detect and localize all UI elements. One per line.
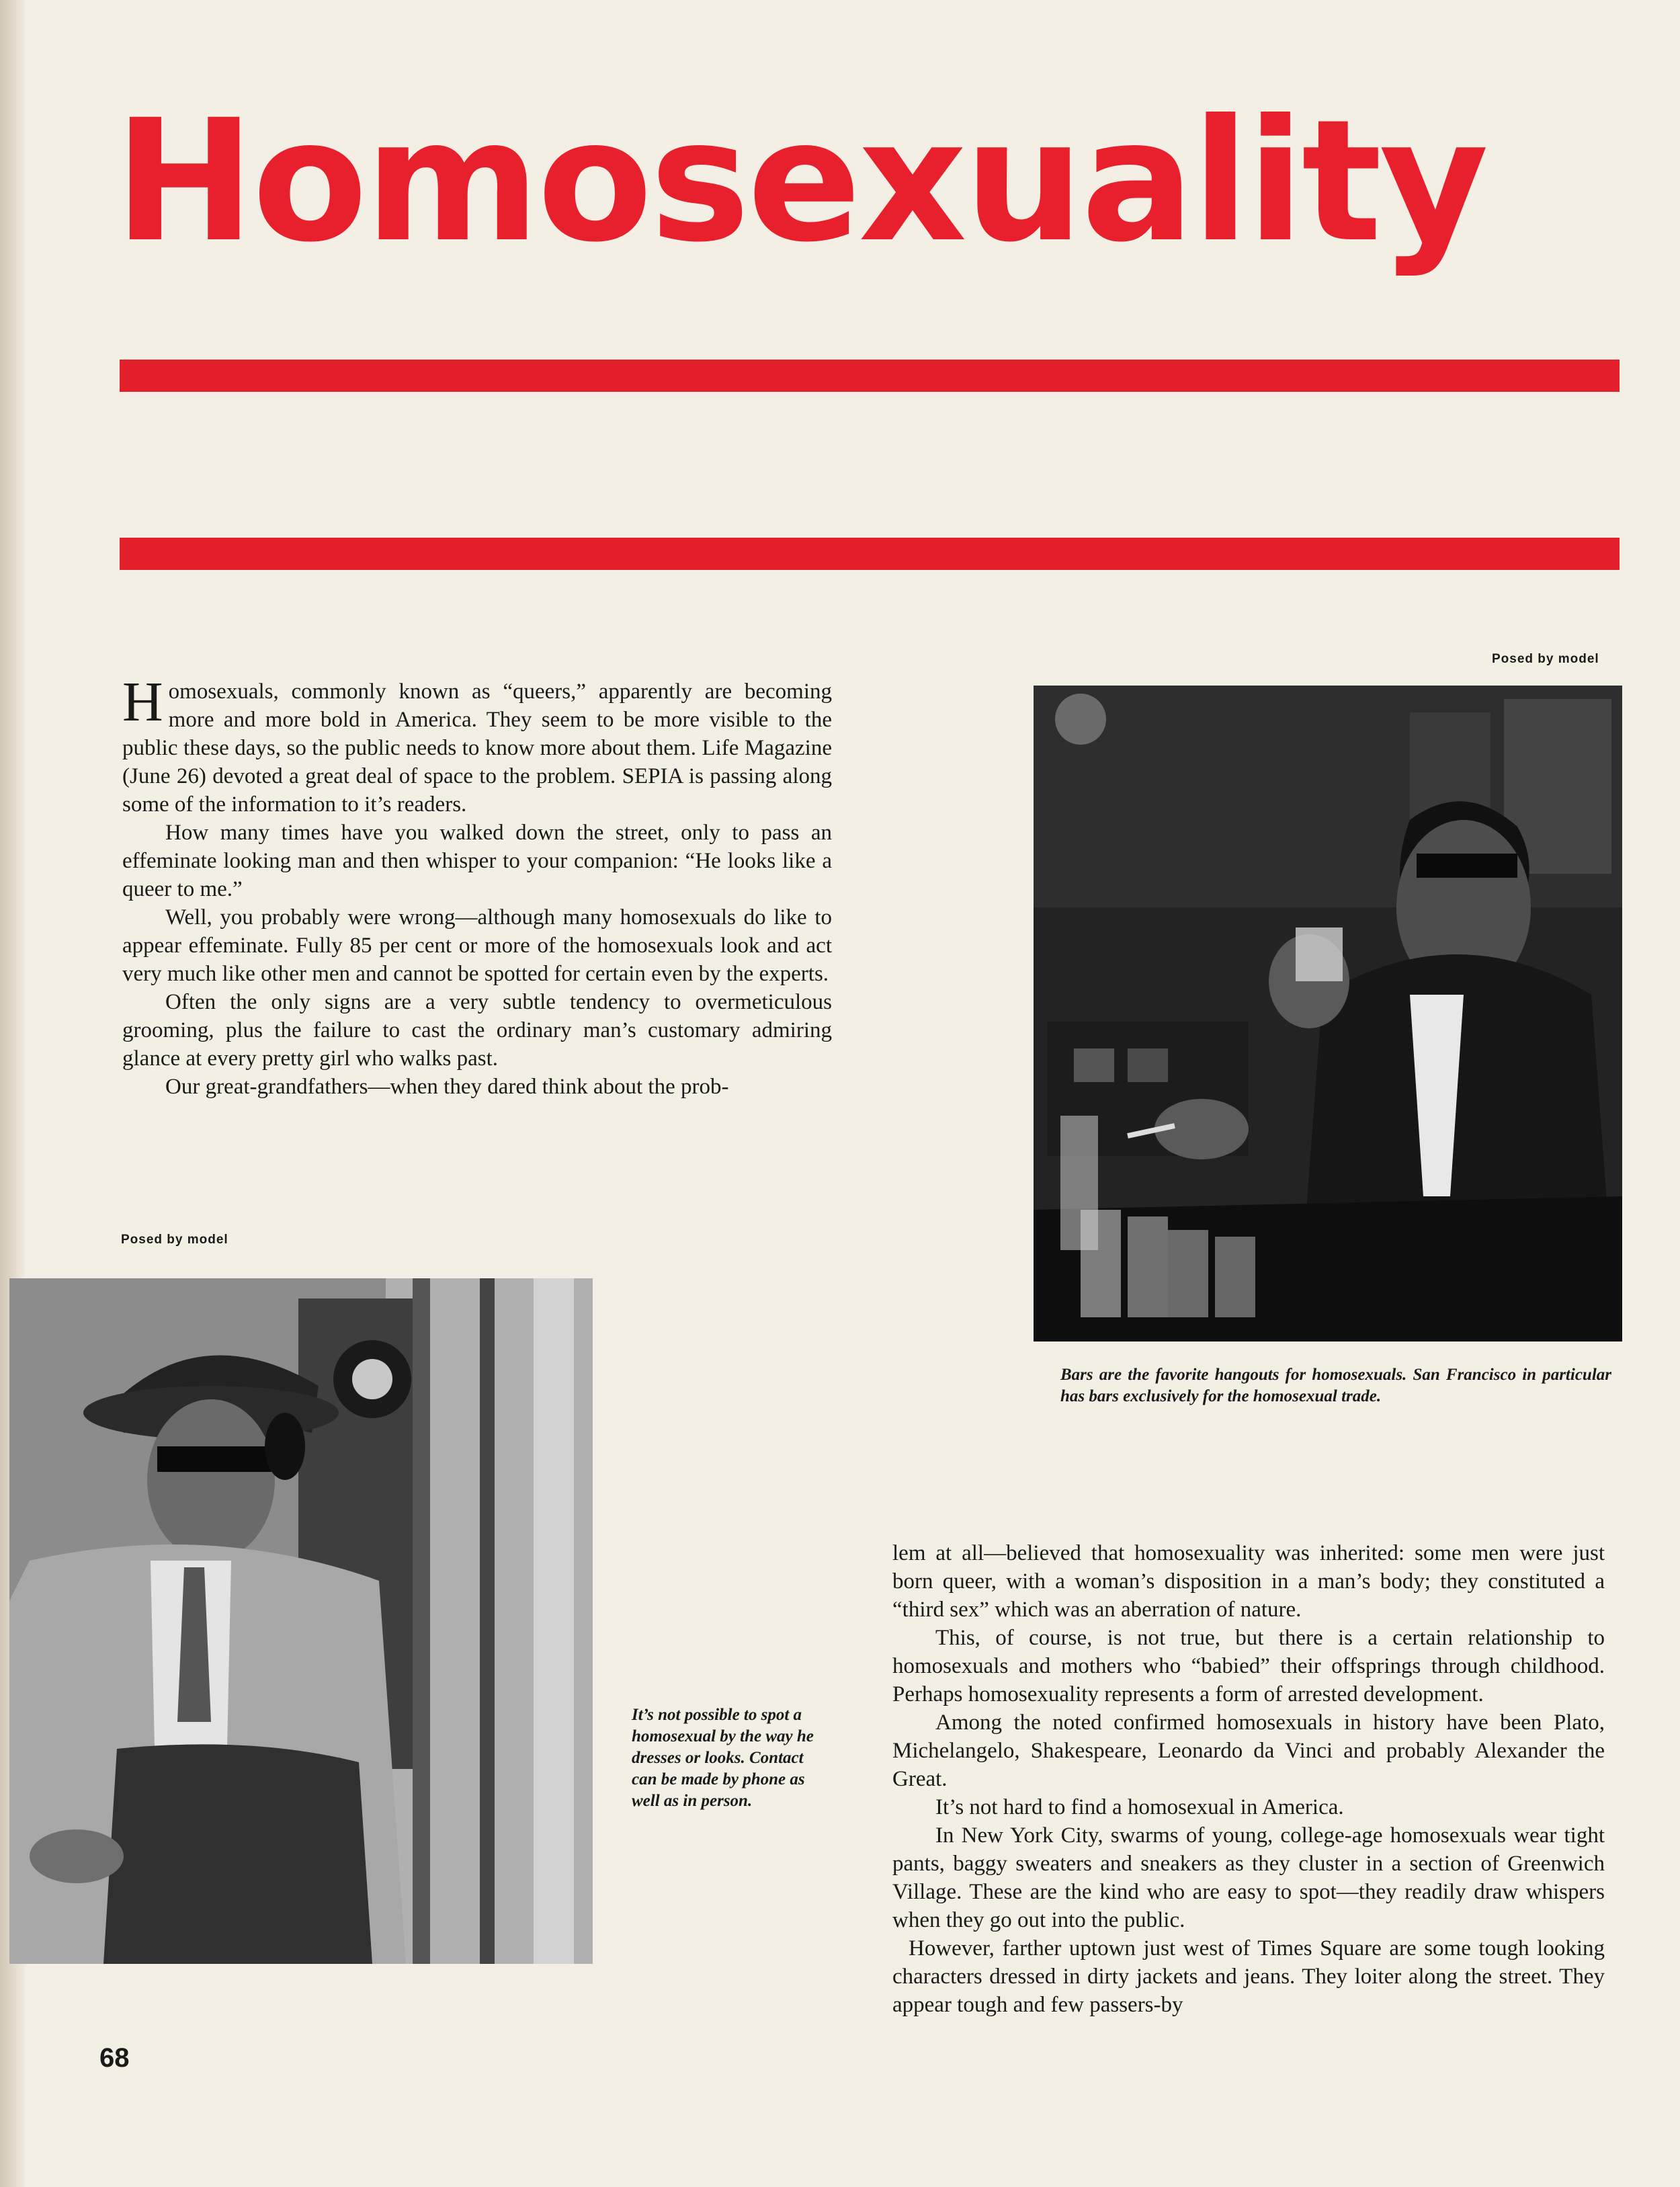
photo-credit-phone: Posed by model — [121, 1233, 228, 1247]
article-paragraph: In New York City, swarms of young, college-age homosexuals wear tight pants, baggy sweaters and sneakers as they cluster in a section of Greenwich Village. These are the kind who are easy to spot—they readily draw whispers when they go out into the public. — [892, 1823, 1605, 1932]
drop-cap: H — [122, 671, 163, 733]
photo-credit-bar: Posed by model — [1492, 652, 1599, 666]
article-paragraph: Often the only signs are a very subtle tendency to overmeticulous grooming, plus the failure to cast the ordinary man’s customary admiring glance at every pretty girl who walks past. — [122, 990, 832, 1071]
article-paragraph: This, of course, is not true, but there is a certain relationship to homosexuals and mothers who “babied” their offsprings through childhood. Perhaps homosexuality represents a form of arrested development. — [892, 1626, 1605, 1706]
bar-photo-caption: Bars are the favorite hangouts for homosexuals. San Francisco in particular has bars exclusively for the homosexual trade. — [1060, 1366, 1611, 1405]
article-paragraph: lem at all—believed that homosexuality was inherited: some men were just born queer, with a woman’s disposition in a man’s body; they constituted a “third sex” which was an aberration of nature. — [892, 1541, 1605, 1622]
article-paragraph: Homosexuals, commonly known as “queers,” apparently are becoming more and more bold in America. They seem to be more visible to the public these days, so the public needs to know more about them. Life Magazine (June 26) devoted a great deal of space to the problem. SEPIA is passing along some of the information to it’s readers. — [122, 671, 832, 817]
red-rule-top — [120, 360, 1620, 392]
page-number: 68 — [99, 2043, 130, 2073]
headline: Homosexuality — [114, 83, 1486, 279]
article-paragraph: Among the noted confirmed homosexuals in history have been Plato, Michelangelo, Shakespeare, Leonardo da Vinci and probably Alexander the Great. — [892, 1710, 1605, 1791]
red-rule-bottom — [120, 538, 1620, 570]
bar-scene-illustration — [1034, 686, 1622, 1342]
phone-photo — [9, 1278, 593, 1964]
article-right-column — [892, 1539, 1605, 2019]
article-left-column — [122, 671, 832, 1101]
article-paragraph: How many times have you walked down the street, only to pass an effeminate looking man and then whisper to your companion: “He looks like a queer to me.” — [122, 821, 832, 901]
article-paragraph: Our great-grandfathers—when they dared think about the prob- — [165, 1075, 729, 1099]
article-paragraph: It’s not hard to find a homosexual in America. — [935, 1795, 1344, 1819]
phone-photo-caption: It’s not possible to spot a homosexual by the way he dresses or looks. Contact can be made by phone as well as in person. — [632, 1706, 814, 1810]
article-paragraph: Well, you probably were wrong—although many homosexuals do like to appear effeminate. Fully 85 per cent or more of the homosexuals look and act very much like other men and cannot be spotted for certain even by the experts. — [122, 905, 832, 986]
article-paragraph: However, farther uptown just west of Times Square are some tough looking characters dressed in dirty jackets and jeans. They loiter along the street. They appear tough and few passers-by — [892, 1936, 1605, 2017]
bar-photo — [1034, 686, 1622, 1342]
phone-booth-illustration — [9, 1278, 593, 1964]
